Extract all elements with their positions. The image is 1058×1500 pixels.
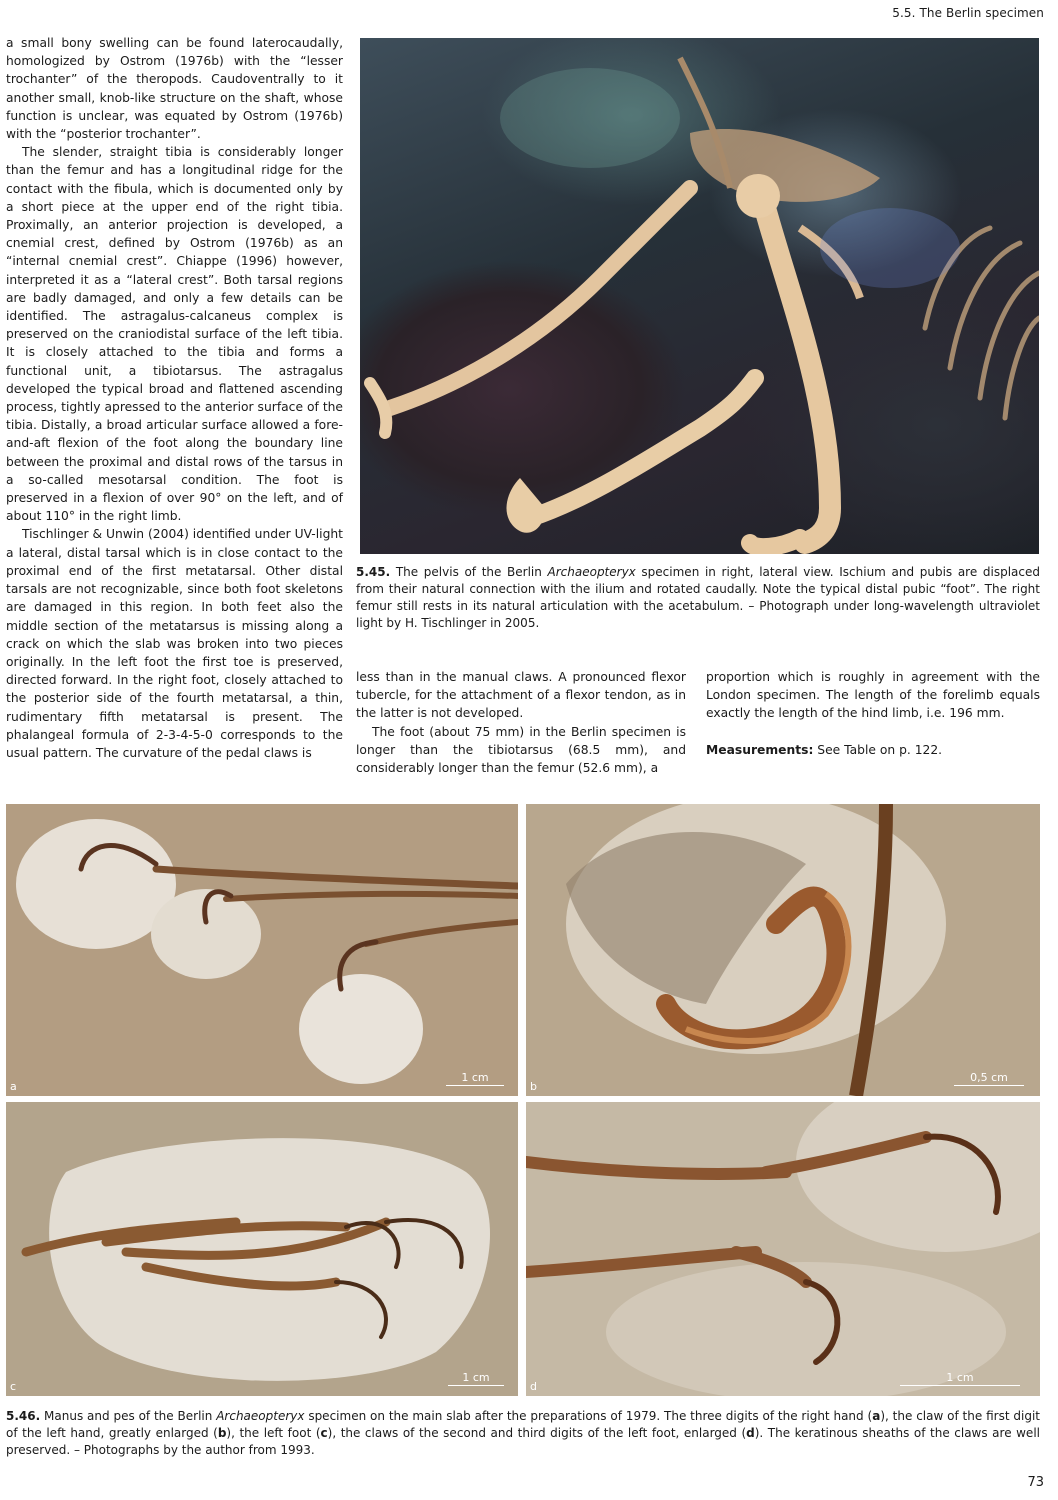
page-number: 73 (1027, 1475, 1044, 1490)
caption-text: ). The keratinous sheaths of the claws are well preserved. – Photographs by the author from 1993. (6, 1426, 1040, 1457)
photo-panel-d (526, 1102, 1040, 1396)
caption-genus: Archaeopteryx (216, 1409, 305, 1423)
body-text-right-column (706, 668, 1040, 759)
paragraph: Tischlinger & Unwin (2004) identified under UV-light a lateral, distal tarsal which is in close contact to the proximal end of the first metatarsal. Other distal tarsals are not recognizable, since both foot skeletons are damaged in this region. In both feet also the middle section of the metatarsus is missing along a crack on which the slab was broken into two pieces originally. In the left foot the first toe is preserved, directed forward. In the right foot, closely attached to the posterior side of the fourth metatarsal, a thin, rudimentary fifth metatarsal is present. The phalangeal formula of 2-3-4-5-0 corresponds to the usual pattern. The curvature of the pedal claws is (6, 527, 343, 760)
figure-5-46-photos (6, 804, 1040, 1396)
paragraph: less than in the manual claws. A pronounced flexor tubercle, for the attachment of a flexor tendon, as in the latter is not developed. (356, 670, 686, 721)
pedal-claws-photo-d (526, 1102, 1040, 1396)
foot-photo-c (6, 1102, 518, 1396)
paragraph: a small bony swelling can be found laterocaudally, homologized by Ostrom (1976b) with the “lesser trochanter” of the theropods. Caudoventrally to it another small, knob-like structure on the shaft, whose function is unclear, was equated by Ostrom (1976b) with the “posterior trochanter”. (6, 36, 343, 142)
scale-label: 1 cm (462, 1370, 490, 1384)
scale-label: 1 cm (946, 1370, 974, 1384)
caption-text: ), the left foot ( (226, 1426, 321, 1440)
caption-text: ), the claws of the second and third digits of the left foot, enlarged ( (327, 1426, 747, 1440)
scale-bar (446, 1071, 504, 1087)
panel-label: a (10, 1080, 17, 1093)
scale-bar (954, 1071, 1024, 1087)
figure-label: 5.46. (6, 1409, 41, 1423)
manus-photo-a (6, 804, 518, 1096)
caption-genus: Archaeopteryx (547, 565, 636, 579)
photo-panel-b (526, 804, 1040, 1096)
body-text-middle-column (356, 668, 686, 777)
figure-5-45-pelvis-photo (360, 38, 1039, 554)
photo-panel-a (6, 804, 518, 1096)
running-head: 5.5. The Berlin specimen (892, 6, 1044, 20)
paragraph: The slender, straight tibia is considerably longer than the femur and has a longitudinal ridge for the contact with the fibula, which is documented only by a short piece at the upper end of the right tibia. Proximally, an anterior projection is developed, a cnemial crest, defined by Ostrom (1976b) as an “internal cnemial crest”. Chiappe (1996) however, interpreted it as a “lateral crest”. Both tarsal regions are badly damaged, and only a few details can be identified. The astragalus-calcaneus complex is preserved on the craniodistal surface of the left tibia. It is closely attached to the tibia and forms a functional unit, a tibiotarsus. The astragalus developed the typical broad and flattened ascending process, tightly apressed to the anterior surface of the tibia. Distally, a broad articular surface allowed a fore-and-aft flexion of the foot along the boundary line between the proximal and distal rows of the tarsus in a so-called mesotarsal condition. The foot is preserved in a flexion of over 90° on the left, and of about 110° in the right limb. (6, 145, 343, 524)
panel-ref: b (217, 1426, 227, 1440)
photo-panel-c (6, 1102, 518, 1396)
paragraph: The foot (about 75 mm) in the Berlin specimen is longer than the tibiotarsus (68.5 mm), and considerably longer than the femur (52.6 mm), a (356, 724, 686, 776)
paragraph: proportion which is roughly in agreement with the London specimen. The length of the forelimb equals exactly the length of the hind limb, i.e. 196 mm. (706, 670, 1040, 721)
caption-text: specimen on the main slab after the preparations of 1979. The three digits of the right hand ( (304, 1409, 873, 1423)
figure-5-46-caption (6, 1408, 1040, 1459)
caption-text: Manus and pes of the Berlin (40, 1409, 217, 1423)
figure-5-45-caption (356, 564, 1040, 632)
panel-ref: c (320, 1426, 328, 1440)
measurements-note (706, 741, 1040, 759)
measurements-text: See Table on p. 122. (813, 742, 943, 757)
scale-label: 1 cm (461, 1070, 489, 1084)
panel-label: c (10, 1380, 17, 1393)
caption-text: specimen in right, lateral view. Ischium and pubis are displaced from their natural connection with the ilium and rotated caudally. Note the typical distal pubic “foot”. The right femur still rests in its natural articulation with the acetabulum. – Photograph under long-wavelength ultraviolet light by H. Tischlinger in 2005. (356, 565, 1040, 630)
figure-label: 5.45. (356, 565, 391, 579)
scale-bar (900, 1371, 1020, 1387)
scale-label: 0,5 cm (970, 1070, 1008, 1084)
panel-label: d (530, 1380, 537, 1393)
measurements-label: Measurements: (706, 742, 814, 757)
panel-ref: d (746, 1426, 755, 1440)
scale-bar (448, 1371, 504, 1387)
caption-text: The pelvis of the Berlin (390, 565, 548, 579)
claw-photo-b (526, 804, 1040, 1096)
body-text-left-column (6, 34, 343, 762)
panel-ref: a (872, 1409, 881, 1423)
panel-label: b (530, 1080, 537, 1093)
pelvis-illustration (360, 38, 1039, 554)
caption-text: ), the claw of the first digit of the left hand, greatly enlarged ( (6, 1409, 1041, 1440)
